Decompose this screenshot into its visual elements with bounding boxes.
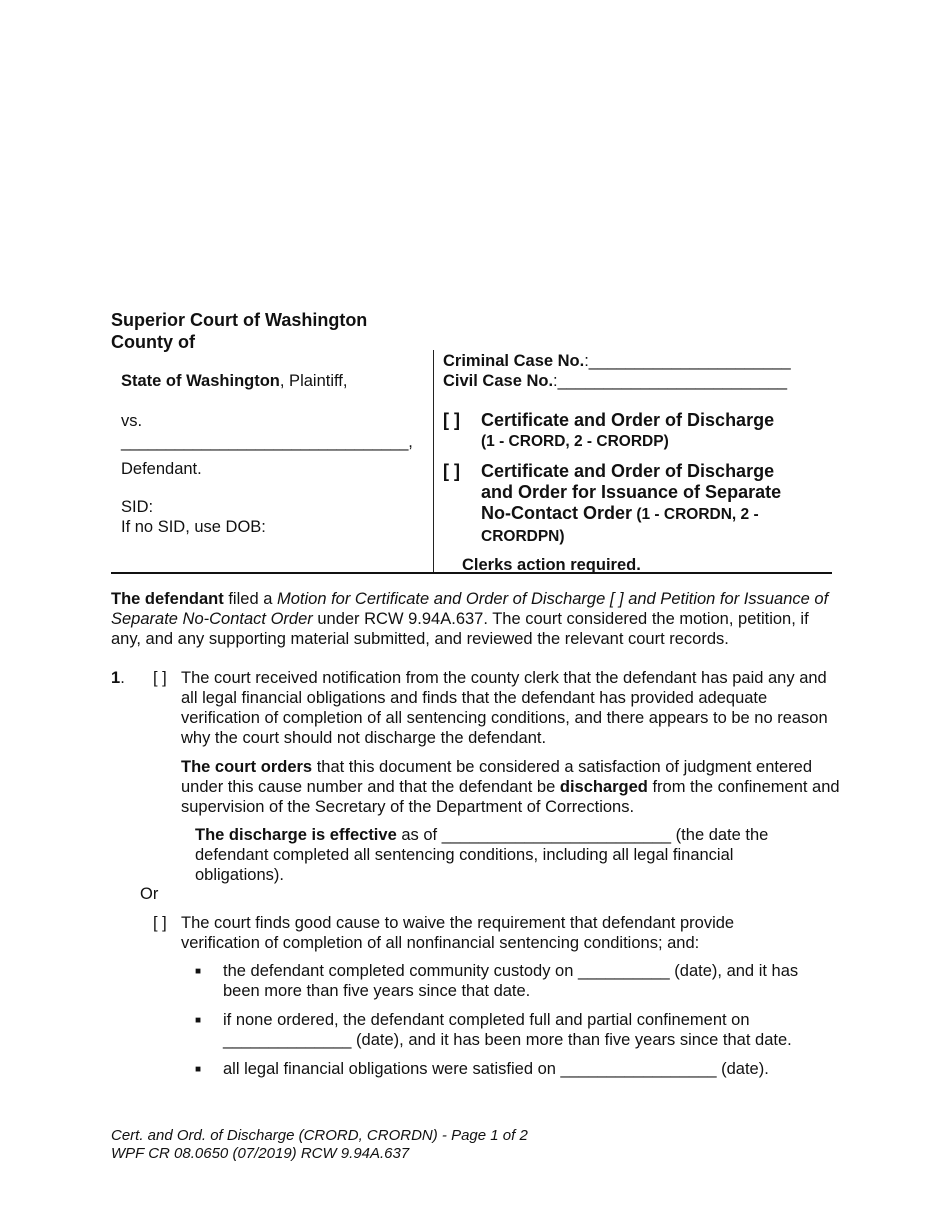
caption-divider-horizontal [111, 572, 832, 574]
option-no-contact-checkbox[interactable]: [ ] [443, 461, 460, 481]
option-no-contact-codes: (1 - CRORDN, 2 - CRORDPN) [481, 506, 759, 545]
paid-checkbox[interactable]: [ ] [153, 669, 167, 687]
effective-bold: The discharge is effective [195, 826, 397, 844]
caption-parties [121, 352, 431, 537]
caption-case-info [443, 351, 833, 575]
good-cause-paragraph: The court finds good cause to waive the requirement that defendant provide verification of completion of all nonfinancial sentencing conditions; and: [181, 914, 735, 952]
or-label: Or [140, 885, 159, 903]
criminal-case-line [443, 351, 833, 371]
civil-case-line [443, 371, 833, 391]
option-discharge-no-contact [443, 461, 833, 547]
good-cause-checkbox[interactable]: [ ] [153, 914, 167, 932]
court-heading [111, 309, 367, 353]
county-label: County of [111, 332, 195, 352]
intro-paragraph [111, 589, 841, 649]
criminal-case-label: Criminal Case No. [443, 352, 585, 370]
intro-bold: The defendant [111, 590, 224, 608]
intro-text-a: filed a [223, 590, 277, 608]
vs-label: vs. [121, 412, 143, 430]
list-item: ■ all legal financial obligations were satisfied on _________________ (date). [195, 1060, 769, 1078]
bullet-icon: ■ [195, 1015, 202, 1026]
plaintiff-line [121, 371, 431, 391]
civil-case-blank: :_________________________ [553, 372, 788, 390]
section-number: 1. [111, 669, 125, 687]
plaintiff-role: , Plaintiff, [279, 372, 348, 390]
bullet-icon: ■ [195, 1064, 202, 1075]
paid-paragraph: The court received notification from the county clerk that the defendant has paid any and all legal financial obligations and finds that the defendant has provided adequate verification of completion of all sentencing conditions, and there appears to be no reason why the court should not discharge the defendant. [181, 669, 828, 747]
intro-text-b: under RCW 9.94A.637. The court considered the motion, petition, if any, and any supporting material submitted, and reviewed the relevant court records. [111, 610, 809, 648]
criminal-case-blank: :______________________ [584, 352, 791, 370]
dob-label: If no SID, use DOB: [121, 518, 266, 536]
court-orders-bold: The court orders [181, 758, 313, 776]
footer-form-id: WPF CR 08.0650 (07/2019) RCW 9.94A.637 [111, 1145, 410, 1162]
court-name: Superior Court of Washington [111, 310, 368, 330]
defendant-label: Defendant. [121, 460, 202, 478]
bullet-icon: ■ [195, 966, 202, 977]
civil-case-label: Civil Case No. [443, 372, 554, 390]
caption-divider-vertical [433, 350, 434, 572]
sid-label: SID: [121, 498, 154, 516]
option-discharge-checkbox[interactable]: [ ] [443, 410, 460, 430]
option-no-contact-title: Certificate and Order of Discharge and Order for Issuance of Separate No-Contact Order [481, 461, 782, 523]
option-discharge-codes: (1 - CRORD, 2 - CRORDP) [481, 433, 669, 450]
list-item: ■ if none ordered, the defendant completed full and partial confinement on ______________ (date), and it has been more than five years since that date. [195, 1011, 792, 1049]
option-discharge [443, 410, 833, 452]
option-no-contact-text [481, 461, 811, 547]
conditions-list [195, 961, 835, 1080]
list-item: ■ the defendant completed community custody on __________ (date), and it has been more than five years since that date. [195, 962, 799, 1000]
effective-date-paragraph: The discharge is effective as of _________________________ (the date the defendant completed all sentencing conditions, including all legal financial obligations). [195, 826, 769, 884]
discharged-bold: discharged [559, 778, 648, 796]
defendant-name-blank: ________________________________, [121, 433, 413, 451]
footer-title: Cert. and Ord. of Discharge (CRORD, CRORDN) - Page 1 of 2 [111, 1127, 528, 1144]
intro-motion-title: Motion for Certificate and Order of Discharge [ ] and Petition for Issuance of Separate No-Contact Order [111, 590, 829, 628]
clerk-action-note: Clerks action required. [462, 556, 641, 574]
option-discharge-title: Certificate and Order of Discharge [481, 410, 775, 430]
court-orders-paragraph: The court orders that this document be considered a satisfaction of judgment entered under this cause number and that the defendant be discharged from the confinement and supervision of the Secretary of the Department of Corrections. [181, 758, 840, 816]
plaintiff-name: State of Washington [121, 372, 280, 390]
page-footer [111, 1127, 528, 1163]
